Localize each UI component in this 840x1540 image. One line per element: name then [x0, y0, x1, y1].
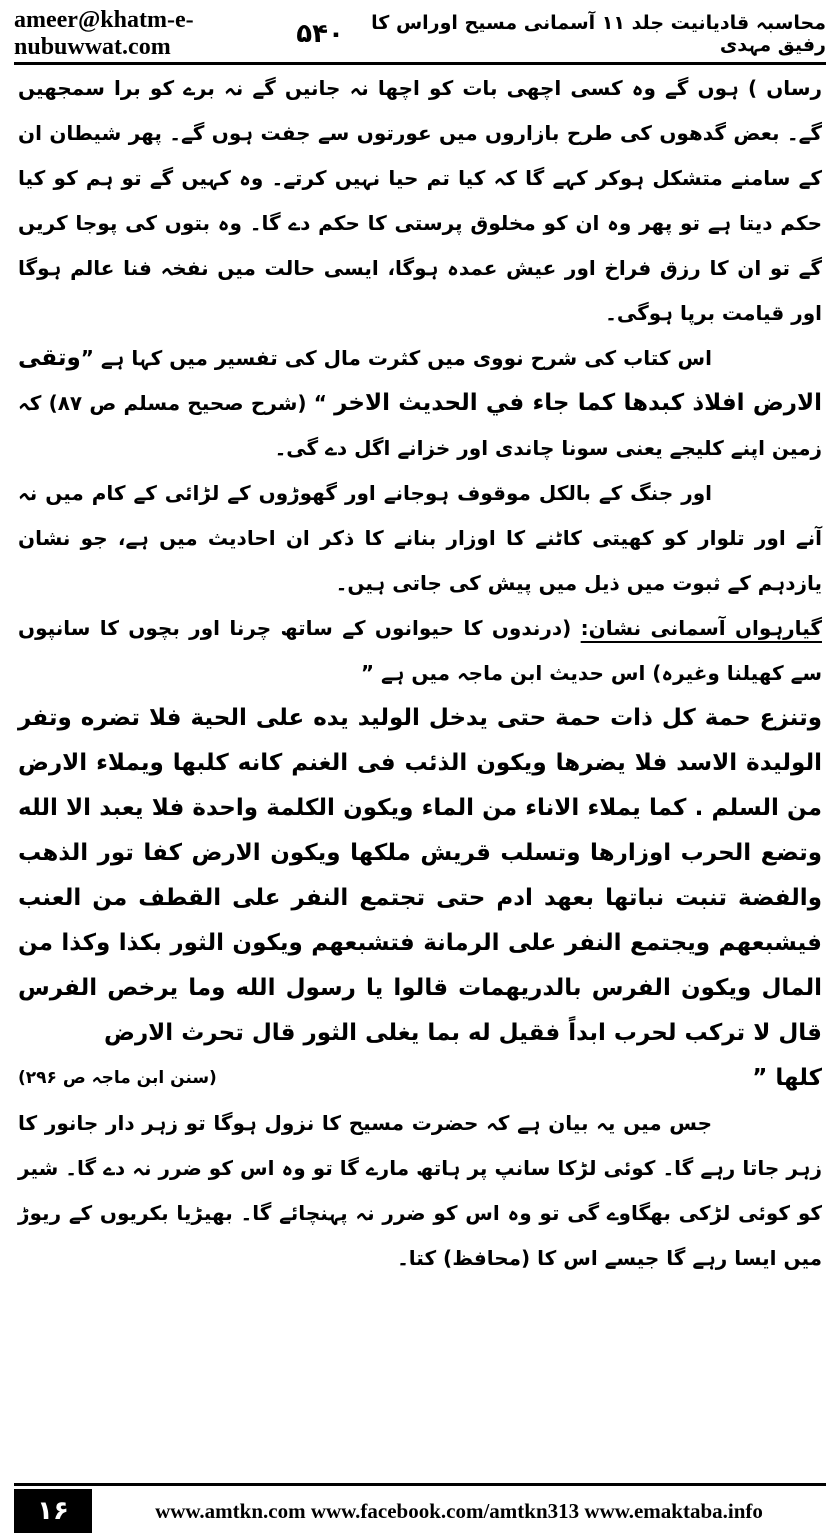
paragraph-3: اور جنگ کے بالکل موقوف ہوجانے اور گھوڑوں کے لڑائی کے کام میں نہ آنے اور تلوار کو کھیتی کاٹنے کا اوزار بنانے کا ذکر ان احادیث میں ہے، جو نشان یازدہم کے ثبوت میں ذیل میں پیش کی جاتی ہیں۔	[18, 481, 822, 595]
hadith-text: وتنزع حمة كل ذات حمة حتى يدخل الوليد يده على الحية فلا تضره وتفر الوليدة الاسد فلا يضرها ويكون الذئب فى الغنم كانه كلبها ويملاء الارض من السلم . كما يملاء الاناء من الماء ويكون الكلمة واحدة فلا يعبد الا الله وتضع الحرب اوزارها وتسلب قريش ملكها ويكون الارض كفا تور الذهب والفضة تنبت نباتها بعهد ادم حتى تجتمع النفر على القطف من العنب فيشبعهم ويجتمع النفر على الرمانة فتشبعهم ويكون الثور بكذا وكذا من المال ويكون الفرس بالدريهمات قالوا يا رسول الله وما يرخص الفرس قال لا تركب لحرب ابداً فقيل له بما يغلى الثور قال تحرث الارض	[18, 705, 822, 1046]
header-email: ameer@khatm-e-nubuwwat.com	[14, 7, 194, 60]
page-footer	[14, 1483, 826, 1536]
page-body	[18, 66, 822, 1480]
page-header	[14, 6, 826, 65]
hadith-ending	[18, 1056, 822, 1101]
paragraph-2-intro: اس کتاب کی شرح نووی میں کثرت مال کی تفسیر میں کہا ہے ”	[80, 346, 712, 370]
paragraph-2-rest: “ (شرح صحیح مسلم ص ۸۷) کہ زمین اپنے کلیجے یعنی سونا چاندی اور خزانے اگل دے گی۔	[18, 391, 822, 460]
paragraph-4	[18, 606, 822, 696]
section-heading: گیارہواں آسمانی نشان:	[580, 616, 822, 640]
section-heading-note: (درندوں کا حیوانوں کے ساتھ چرنا اور بچوں کا سانپوں سے کھیلنا وغیرہ) اس حدیث ابن ماجہ میں ہے ”	[18, 616, 822, 685]
paragraph-2-arabic-quote: وتقى الارض افلاذ كبدها كما جاء في الحديث الاخر	[18, 345, 823, 416]
paragraph-2	[18, 336, 822, 471]
hadith-last-word: كلها ”	[752, 1065, 822, 1091]
footer-links[interactable]: www.amtkn.com www.facebook.com/amtkn313 www.emaktaba.info	[155, 1498, 763, 1523]
footer-page-badge: ۱۶	[14, 1489, 92, 1533]
header-page-number: ۵۴۰	[296, 19, 344, 49]
hadith-reference: (سنن ابن ماجہ ص ۲۹۶)	[18, 1068, 217, 1088]
paragraph-5: جس میں یہ بیان ہے کہ حضرت مسیح کا نزول ہوگا تو زہر دار جانور کا زہر جاتا رہے گا۔ کوئی لڑکا سانپ پر ہاتھ مارے گا تو وہ اس کو ضرر نہ دے گا۔ شیر کو کوئی لڑکی بھگاوے گی تو وہ اس کو ضرر نہ پہنچائے گا۔ بھیڑیا بکریوں کے ریوڑ میں ایسا رہے گا جیسے اس کا (محافظ) کتا۔	[18, 1111, 822, 1270]
header-book-title: محاسبہ قادیانیت جلد ۱۱ آسمانی مسیح اوراس کا رفیق مہدی	[371, 12, 826, 56]
header-title-group	[296, 12, 826, 56]
paragraph-1: رساں ) ہوں گے وہ کسی اچھی بات کو اچھا نہ جانیں گے نہ برے کو برا سمجھیں گے۔ بعض گدھوں کی طرح بازاروں میں عورتوں سے جفت ہوں گے۔ پھر شیطان ان کے سامنے متشکل ہوکر کہے گا کہ کیا تم حیا نہیں کرتے۔ وہ کہیں گے تو ہم کو کیا حکم دیتا ہے تو پھر وہ ان کو مخلوق پرستی کا حکم دے گا۔ وہ بتوں کی پوجا کریں گے تو ان کا رزق فراخ اور عیش عمدہ ہوگا، ایسی حالت میں نفخہ فنا عالم ہوگا اور قیامت برپا ہوگی۔	[18, 76, 822, 325]
